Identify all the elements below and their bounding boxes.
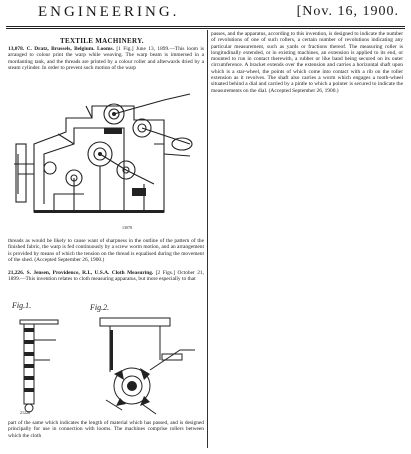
loom-figure [14,84,196,230]
patent-13078-continued [8,238,204,263]
journal-title: ENGINEERING. [38,4,180,20]
figure1-caption: 13078 [122,225,132,230]
column-divider [207,30,208,448]
patent-13078-intro [8,46,204,71]
right-column-text [211,31,403,94]
patent-13078-cont-text: threads as would be likely to cause want of sharpness in the outline of the pattern of the finished fabric, the warp is fed continuously by a screw worm motion, and an arrangement is provided by means of which the tension on the thread is equalised during the movement of the shed. (Accepted September 26, 1900.) [8,238,204,263]
patent-13078-heading: 13,078. C. Dratz, Brussels, Belgium. Looms. [8,46,114,52]
patent-21226-text: [2 Figs.] October 21, 1899.—This invention relates to cloth measuring apparatus, but more especially to that [8,270,204,283]
header-rule-thin [6,28,405,29]
figure2-caption: 21226 [20,410,30,415]
patent-21226-description: passes, and the apparatus, according to this invention, is designed to indicate the number of revolutions of one of such rollers, a certain number of revolutions indicating any particular measurement, such as yards or fractions thereof. The measuring roller is longitudinally extended, or in existing machines, an extension is applied to its end, or mounted to run in contact therewith, a rubber or like band being secured on its outer circumference. A bracket extends over the extension and carries a horizontal shaft upon which is a star-wheel, the points of which come into contact with a rib on the roller extension as it revolves. The shaft also carries a worm which engages a tooth-wheel situated behind a dial and carried by a pintle to which a pointer is secured to indicate the measurements on the dial. (Accepted September 26, 1900.) [211,31,403,94]
patent-21226-heading: 21,226. S. Jensen, Providence, R.I., U.S.A. Cloth Measuring. [8,270,154,276]
fig2-label: Fig.2. [90,303,110,312]
issue-date: [Nov. 16, 1900. [296,4,399,19]
patent-21226-cont-text: part of the same which indicates the length of material which has passed, and is designed principally for use in connection with looms. The machines comprise rollers between which the cloth [8,420,204,439]
fig1-label: Fig.1. [12,301,32,310]
patent-21226-continued [8,420,204,439]
cloth-measuring-figure [10,310,200,418]
section-title: TEXTILE MACHINERY. [60,37,144,45]
patent-21226-intro [8,270,204,283]
header-rule [6,26,405,27]
patent-13078-text: [1 Fig.] June 13, 1899.—This loom is arranged to colour print the warp while weaving. The warp beam is immersed in a mordanting tank, and the threads are printed by a colour roller and afterwards dried by a steam cylinder. In order to prevent such motion of the warp [8,46,204,71]
